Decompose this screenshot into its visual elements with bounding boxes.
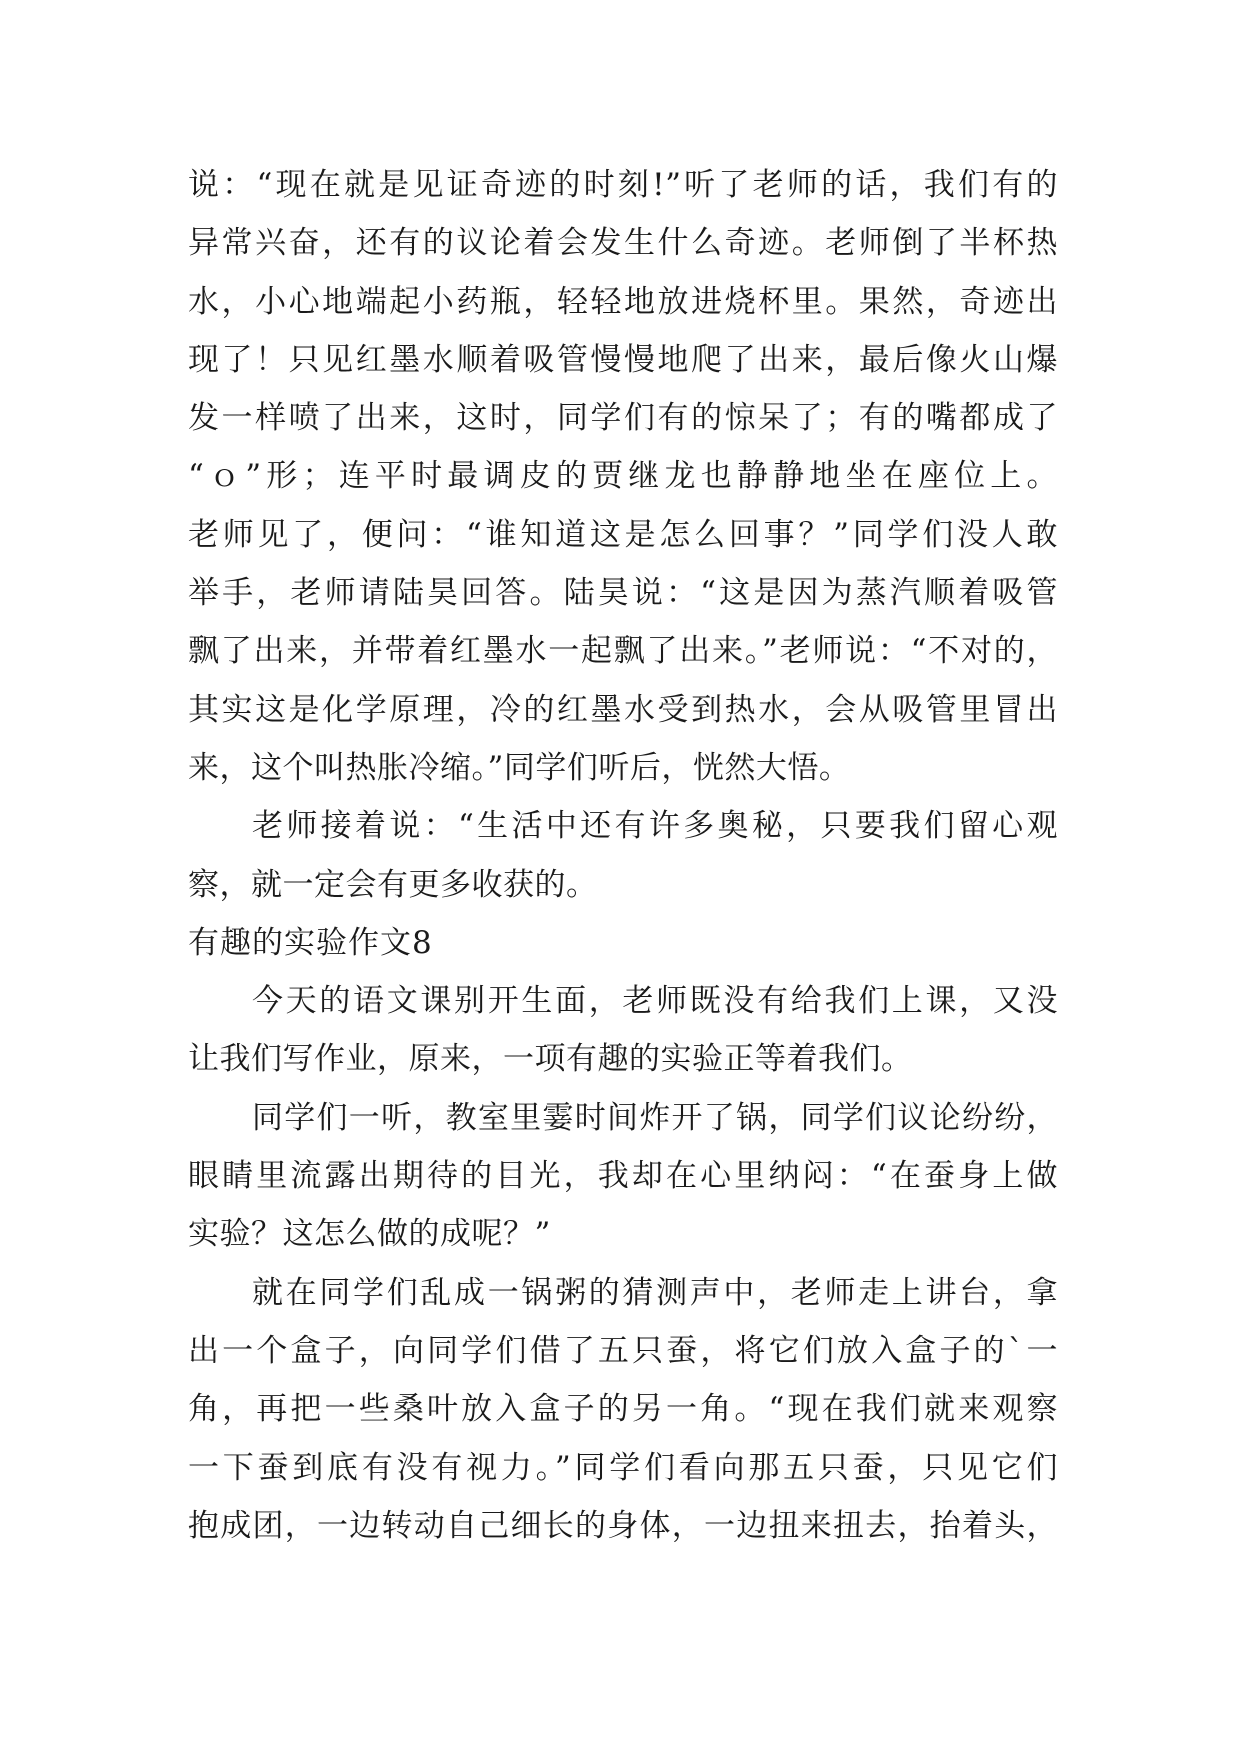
- essay-body: [188, 156, 1058, 1555]
- text-line: 同学们一听，教室里霎时间炸开了锅，同学们议论纷纷，: [252, 1099, 1058, 1136]
- text-line: 角，再把一些桑叶放入盒子的另一角。“现在我们就来观察: [188, 1391, 1058, 1428]
- text-line: 就在同学们乱成一锅粥的猜测声中，老师走上讲台，拿: [252, 1274, 1058, 1311]
- text-line: 举手，老师请陆昊回答。陆昊说：“这是因为蒸汽顺着吸管: [188, 575, 1058, 612]
- text-line: 说：“现在就是见证奇迹的时刻!”听了老师的话，我们有的: [188, 167, 1058, 203]
- text-line: 眼睛里流露出期待的目光，我却在心里纳闷：“在蚕身上做: [188, 1158, 1058, 1195]
- text-line: 让我们写作业，原来，一项有趣的实验正等着我们。: [188, 1041, 913, 1078]
- text-line: 其实这是化学原理，冷的红墨水受到热水，会从吸管里冒出: [188, 691, 1058, 728]
- text-line: 老师见了，便问：“谁知道这是怎么回事？”同学们没人敢: [188, 516, 1058, 553]
- text-line: 飘了出来，并带着红墨水一起飘了出来。”老师说：“不对的，: [188, 633, 1058, 670]
- text-line: “ｏ”形；连平时最调皮的贾继龙也静静地坐在座位上。: [188, 458, 1058, 495]
- section-heading: 有趣的实验作文8: [188, 924, 433, 961]
- text-line: 察，就一定会有更多收获的。: [188, 866, 598, 903]
- text-line: 出一个盒子，向同学们借了五只蚕，将它们放入盒子的`一: [188, 1332, 1058, 1369]
- text-line: 抱成团，一边转动自己细长的身体，一边扭来扭去，抬着头，: [188, 1507, 1058, 1544]
- text-line: 老师接着说：“生活中还有许多奥秘，只要我们留心观: [252, 808, 1058, 845]
- text-line: 来，这个叫热胀冷缩。”同学们听后，恍然大悟。: [188, 749, 851, 786]
- text-line: 今天的语文课别开生面，老师既没有给我们上课，又没: [252, 983, 1058, 1020]
- text-line: 一下蚕到底有没有视力。”同学们看向那五只蚕，只见它们: [188, 1449, 1058, 1486]
- text-line: 异常兴奋，还有的议论着会发生什么奇迹。老师倒了半杯热: [188, 225, 1058, 262]
- text-line: 现了！只见红墨水顺着吸管慢慢地爬了出来，最后像火山爆: [188, 341, 1058, 378]
- text-line: 实验？这怎么做的成呢？”: [188, 1216, 551, 1253]
- text-line: 发一样喷了出来，这时，同学们有的惊呆了；有的嘴都成了: [188, 400, 1058, 437]
- text-line: 水，小心地端起小药瓶，轻轻地放进烧杯里。果然，奇迹出: [188, 283, 1058, 320]
